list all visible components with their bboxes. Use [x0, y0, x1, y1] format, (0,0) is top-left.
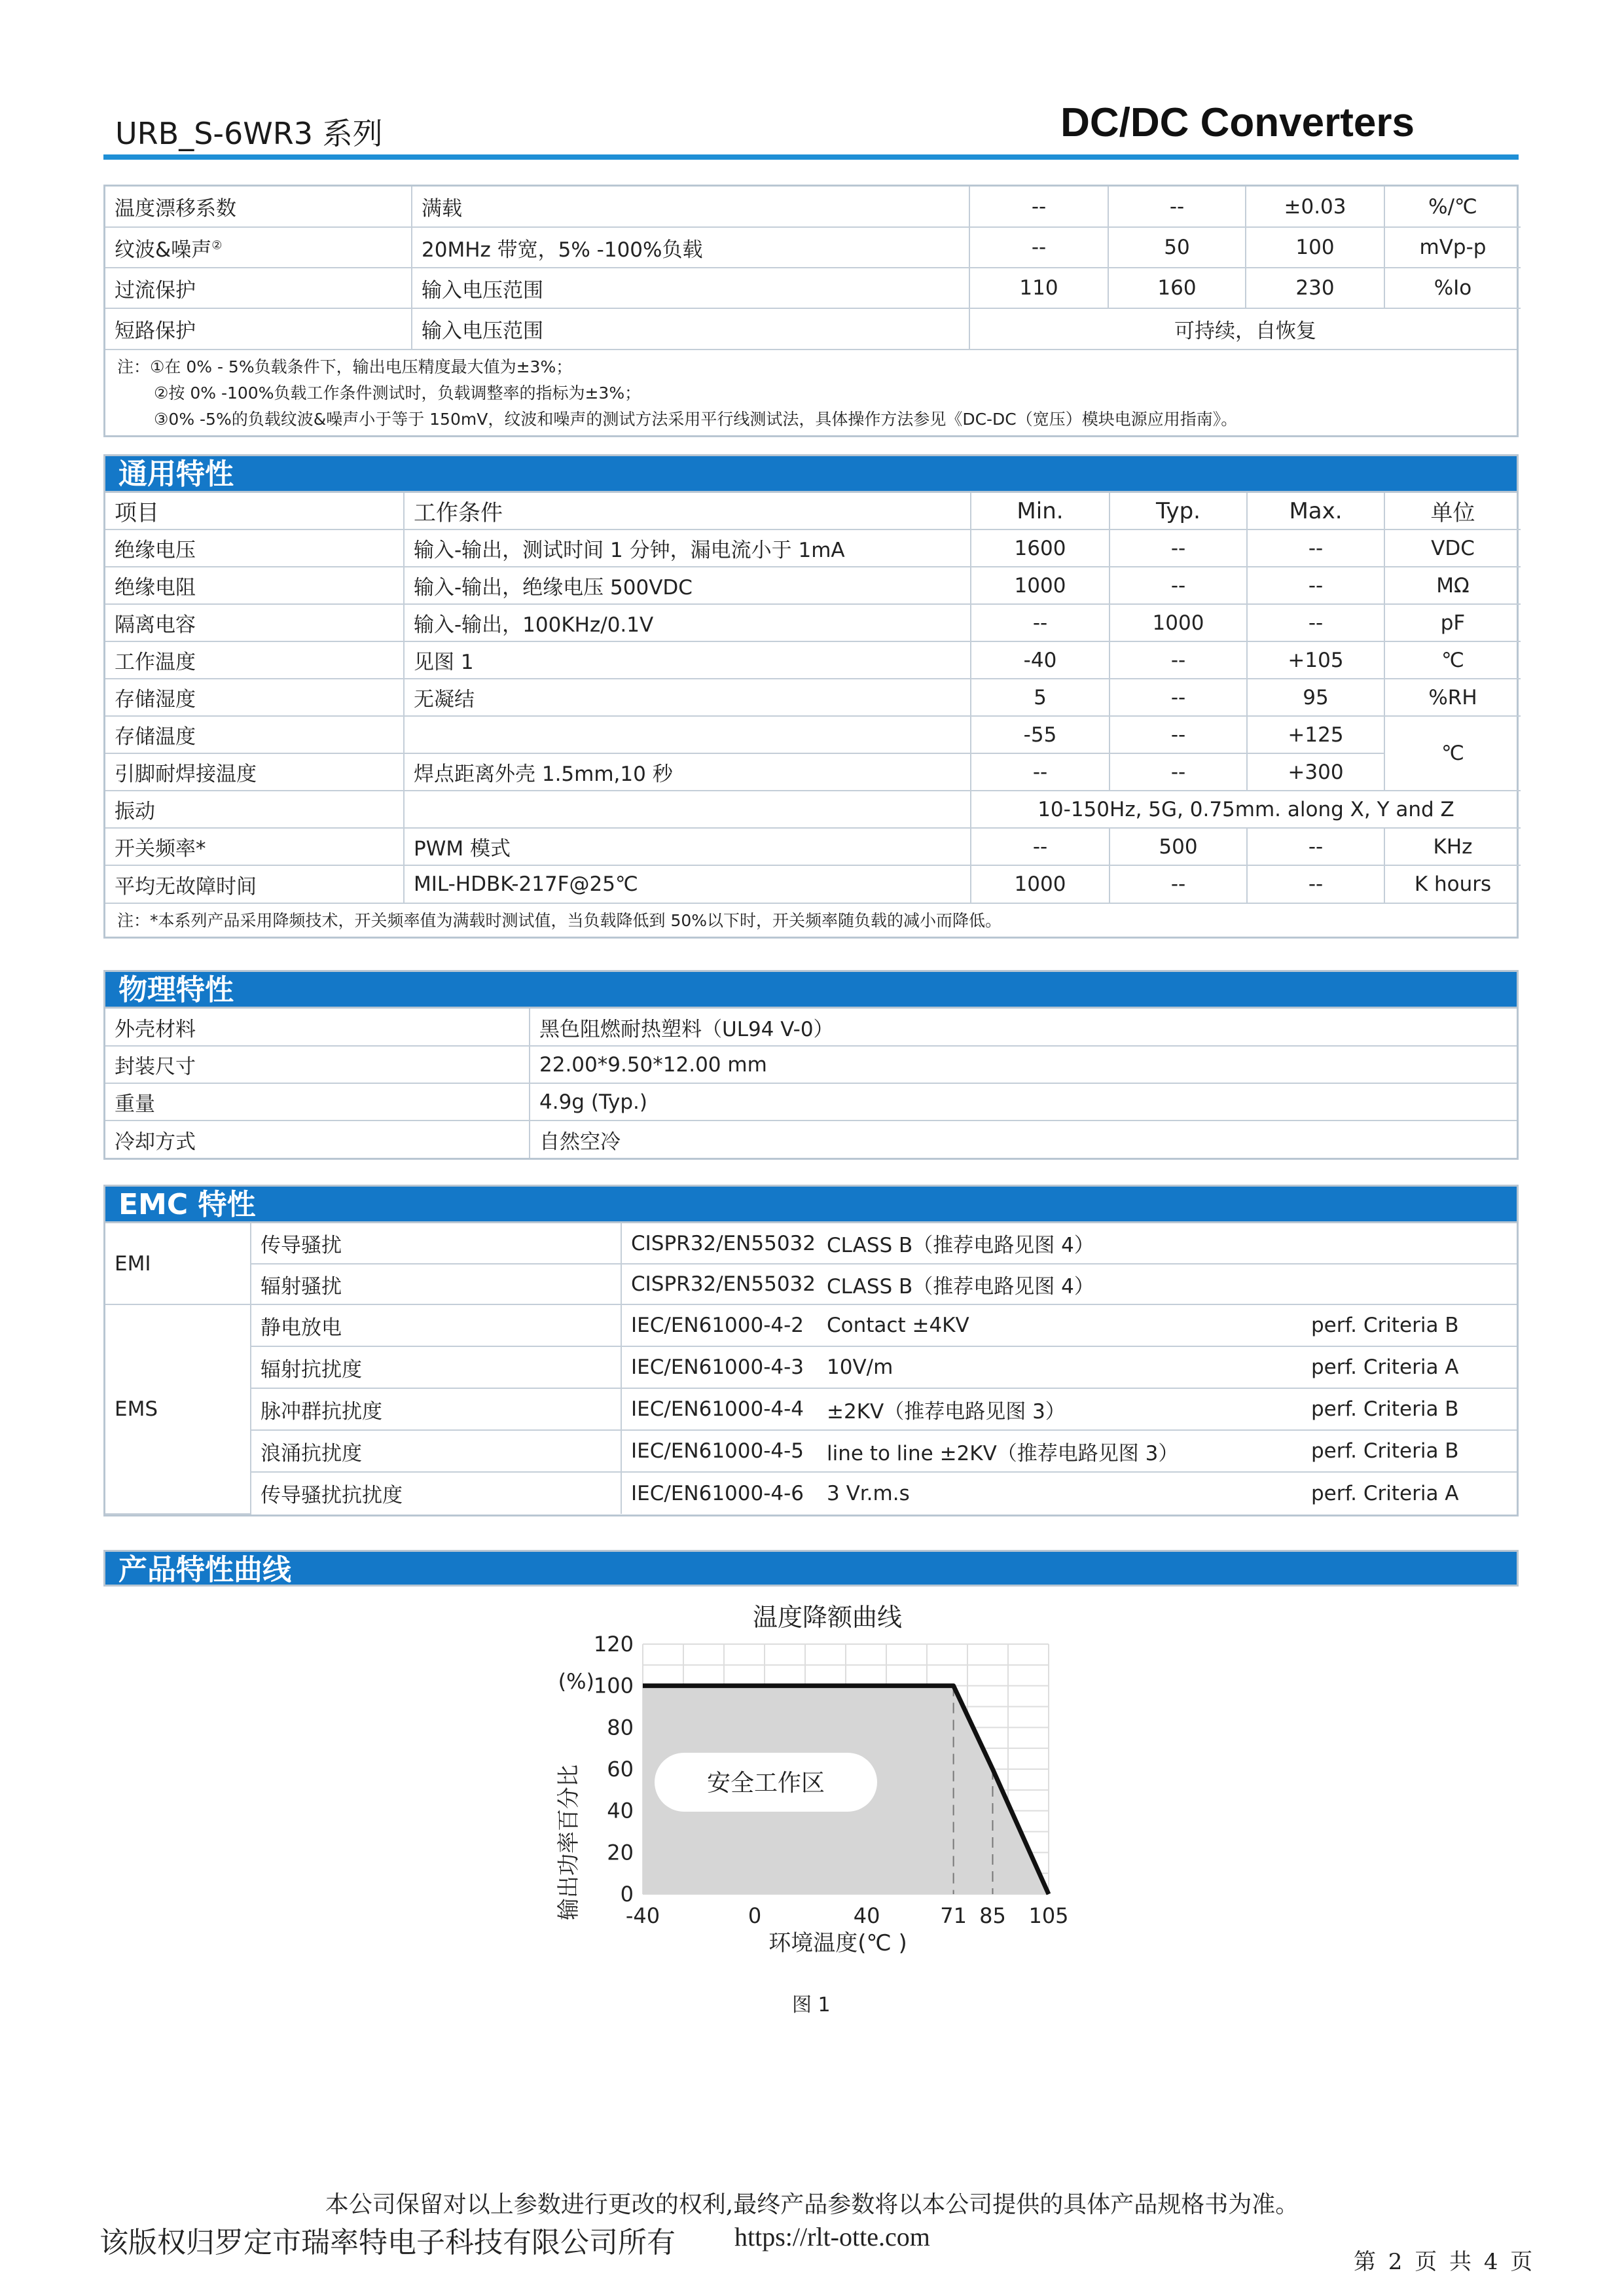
footnote-mark: ② [211, 238, 223, 253]
section-title: EMC 特性 [105, 1187, 1517, 1223]
x-tick-label: 105 [1028, 1903, 1069, 1928]
test-name-cell: 静电放电 [251, 1304, 621, 1346]
unit-cell: %RH [1384, 679, 1521, 716]
note-line: ②按 0% -100%负载工作条件测试时，负载调整率的指标为±3%； [154, 384, 641, 403]
table-row [105, 641, 1521, 679]
general-note: 注：*本系列产品采用降频技术，开关频率值为满载时测试值，当负载降低到 50%以下时，开关频率随负载的减小而降低。 [105, 903, 1517, 937]
header-rule [103, 154, 1519, 160]
max-cell: +300 [1247, 753, 1384, 791]
test-name-cell: 辐射抗扰度 [251, 1346, 621, 1388]
ems-label: EMS [105, 1304, 251, 1514]
y-axis-label: 输出功率百分比 [556, 1765, 582, 1920]
min-cell: -- [969, 187, 1108, 227]
typ-cell: 500 [1110, 828, 1247, 865]
table-row [105, 828, 1521, 865]
table-row [105, 308, 1521, 349]
unit-cell: %Io [1384, 268, 1521, 308]
y-tick-label: 60 [607, 1757, 634, 1782]
table-header-row [105, 493, 1521, 529]
criteria-cell: perf. Criteria A [1302, 1346, 1517, 1388]
figure-label: 图 1 [792, 1994, 831, 2017]
output-notes [105, 349, 1517, 435]
typ-cell: 1000 [1110, 604, 1247, 641]
item-cell: 重量 [105, 1083, 530, 1121]
max-cell: -- [1247, 567, 1384, 604]
test-name-cell: 辐射骚扰 [251, 1264, 621, 1304]
x-tick-label: 71 [940, 1903, 967, 1928]
item-cell: 隔离电容 [105, 604, 404, 641]
condition-cell: MIL-HDBK-217F@25℃ [404, 865, 971, 903]
y-tick-label: 20 [607, 1840, 634, 1865]
item-cell: 绝缘电压 [105, 529, 404, 567]
header-cell: 工作条件 [404, 493, 971, 529]
item-cell: 平均无故障时间 [105, 865, 404, 903]
merged-cell: 可持续，自恢复 [969, 308, 1521, 349]
x-tick-label: 0 [748, 1903, 762, 1928]
standard-cell: IEC/EN61000-4-6 [621, 1472, 818, 1514]
max-cell: +125 [1247, 716, 1384, 753]
standard-cell: CISPR32/EN55032 [621, 1264, 818, 1304]
chart-title: 温度降额曲线 [753, 1603, 903, 1632]
typ-cell: -- [1108, 187, 1246, 227]
typ-cell: -- [1110, 679, 1247, 716]
level-cell: CLASS B（推荐电路见图 4） [818, 1223, 1302, 1264]
physical-table [105, 1009, 1517, 1158]
level-cell: 3 Vr.m.s [818, 1472, 1302, 1514]
min-cell: 1000 [971, 567, 1110, 604]
item-cell: 绝缘电阻 [105, 567, 404, 604]
x-tick-label: -40 [625, 1903, 660, 1928]
criteria-cell: perf. Criteria A [1302, 1472, 1517, 1514]
derating-chart [537, 1623, 1087, 1990]
header-cell: 项目 [105, 493, 404, 529]
unit-cell: KHz [1384, 828, 1521, 865]
condition-cell: 输入电压范围 [412, 268, 969, 308]
emi-label: EMI [105, 1223, 251, 1304]
typ-cell: -- [1110, 641, 1247, 679]
value-cell: 22.00*9.50*12.00 mm [530, 1046, 1517, 1083]
table-row [105, 1388, 1517, 1430]
header-cell: 单位 [1384, 493, 1521, 529]
item-cell: 温度漂移系数 [105, 187, 412, 227]
item-cell: 冷却方式 [105, 1121, 530, 1158]
output-table [105, 187, 1521, 349]
safe-area-label: 安全工作区 [706, 1770, 825, 1797]
level-cell: line to line ±2KV（推荐电路见图 3） [818, 1430, 1302, 1472]
test-name-cell: 浪涌抗扰度 [251, 1430, 621, 1472]
item-cell: 短路保护 [105, 308, 412, 349]
max-cell: 230 [1246, 268, 1384, 308]
min-cell: 110 [969, 268, 1108, 308]
table-row [105, 529, 1521, 567]
section-title: 通用特性 [105, 456, 1517, 493]
table-row [105, 1009, 1517, 1046]
table-row [105, 791, 1521, 828]
table-row [105, 1264, 1517, 1304]
test-name-cell: 传导骚扰 [251, 1223, 621, 1264]
typ-cell: 160 [1108, 268, 1246, 308]
item-cell: 纹波&噪声② [105, 227, 412, 268]
condition-cell: 20MHz 带宽，5% -100%负载 [412, 227, 969, 268]
min-cell: -- [971, 604, 1110, 641]
document-title: DC/DC Converters [1060, 100, 1415, 145]
y-tick-label: 40 [607, 1798, 634, 1823]
criteria-cell [1302, 1264, 1517, 1304]
physical-section [103, 970, 1519, 1160]
max-cell: -- [1247, 828, 1384, 865]
condition-cell: 输入电压范围 [412, 308, 969, 349]
standard-cell: IEC/EN61000-4-3 [621, 1346, 818, 1388]
series-title: URB_S-6WR3 系列 [115, 116, 383, 151]
level-cell: ±2KV（推荐电路见图 3） [818, 1388, 1302, 1430]
min-cell: -55 [971, 716, 1110, 753]
standard-cell: IEC/EN61000-4-2 [621, 1304, 818, 1346]
merged-cell: 10-150Hz, 5G, 0.75mm. along X, Y and Z [971, 791, 1521, 828]
level-cell: Contact ±4KV [818, 1304, 1302, 1346]
curves-section [103, 1550, 1519, 1587]
test-name-cell: 传导骚扰抗扰度 [251, 1472, 621, 1514]
standard-cell: IEC/EN61000-4-4 [621, 1388, 818, 1430]
x-tick-label: 85 [979, 1903, 1006, 1928]
unit-cell: ℃ [1384, 716, 1521, 791]
y-tick-label: 100 [593, 1673, 634, 1698]
item-cell: 开关频率* [105, 828, 404, 865]
item-cell: 过流保护 [105, 268, 412, 308]
item-cell: 存储温度 [105, 716, 404, 753]
condition-cell [404, 791, 971, 828]
table-row [105, 567, 1521, 604]
level-cell: 10V/m [818, 1346, 1302, 1388]
item-cell: 封装尺寸 [105, 1046, 530, 1083]
min-cell: 1000 [971, 865, 1110, 903]
level-cell: CLASS B（推荐电路见图 4） [818, 1264, 1302, 1304]
item-cell: 引脚耐焊接温度 [105, 753, 404, 791]
unit-cell: MΩ [1384, 567, 1521, 604]
general-table [105, 493, 1521, 903]
table-row [105, 753, 1521, 791]
page-number: 第 2 页 共 4 页 [1354, 2249, 1536, 2275]
typ-cell: -- [1110, 753, 1247, 791]
condition-cell [404, 716, 971, 753]
min-cell: -- [971, 753, 1110, 791]
x-tick-label: 40 [853, 1903, 880, 1928]
min-cell: 5 [971, 679, 1110, 716]
header-cell: Typ. [1110, 493, 1247, 529]
note-line: 注：①在 0% - 5%负载条件下，输出电压精度最大值为±3%； [117, 357, 573, 376]
condition-cell: 输入-输出，100KHz/0.1V [404, 604, 971, 641]
max-cell: 100 [1246, 227, 1384, 268]
typ-cell: -- [1110, 529, 1247, 567]
unit-cell: %/℃ [1384, 187, 1521, 227]
max-cell: -- [1247, 529, 1384, 567]
table-row [105, 1046, 1517, 1083]
y-tick-label: 80 [607, 1715, 634, 1740]
table-row [105, 1083, 1517, 1121]
criteria-cell: perf. Criteria B [1302, 1430, 1517, 1472]
min-cell: 1600 [971, 529, 1110, 567]
item-cell: 工作温度 [105, 641, 404, 679]
emc-section [103, 1185, 1519, 1516]
criteria-cell: perf. Criteria B [1302, 1304, 1517, 1346]
max-cell: -- [1247, 604, 1384, 641]
table-row [105, 1223, 1517, 1264]
typ-cell: -- [1110, 716, 1247, 753]
condition-cell: 见图 1 [404, 641, 971, 679]
max-cell: ±0.03 [1246, 187, 1384, 227]
y-tick-label: 120 [593, 1632, 634, 1657]
header-cell: Max. [1247, 493, 1384, 529]
unit-cell: pF [1384, 604, 1521, 641]
unit-cell: K hours [1384, 865, 1521, 903]
general-section [103, 454, 1519, 939]
x-axis-label: 环境温度(℃ ) [768, 1930, 907, 1956]
unit-cell: ℃ [1384, 641, 1521, 679]
footer-copyright: 该版权归罗定市瑞率特电子科技有限公司所有 [99, 2226, 676, 2259]
max-cell: +105 [1247, 641, 1384, 679]
max-cell: 95 [1247, 679, 1384, 716]
table-row [105, 1121, 1517, 1158]
footer-disclaimer: 本公司保留对以上参数进行更改的权利,最终产品参数将以本公司提供的具体产品规格书为准。 [325, 2191, 1299, 2218]
min-cell: -40 [971, 641, 1110, 679]
y-tick-labels [594, 1632, 634, 1907]
max-cell: -- [1247, 865, 1384, 903]
section-title: 物理特性 [105, 972, 1517, 1009]
condition-cell: 满载 [412, 187, 969, 227]
table-row [105, 1304, 1517, 1346]
condition-cell: PWM 模式 [404, 828, 971, 865]
condition-cell: 输入-输出，测试时间 1 分钟，漏电流小于 1mA [404, 529, 971, 567]
table-row [105, 187, 1521, 227]
table-row [105, 865, 1521, 903]
table-row [105, 1472, 1517, 1514]
table-row [105, 227, 1521, 268]
unit-cell: VDC [1384, 529, 1521, 567]
test-name-cell: 脉冲群抗扰度 [251, 1388, 621, 1430]
item-cell: 振动 [105, 791, 404, 828]
section-title: 产品特性曲线 [103, 1550, 1519, 1587]
value-cell: 4.9g (Typ.) [530, 1083, 1517, 1121]
item-cell: 外壳材料 [105, 1009, 530, 1046]
standard-cell: CISPR32/EN55032 [621, 1223, 818, 1264]
emc-table [105, 1223, 1517, 1515]
condition-cell: 输入-输出，绝缘电压 500VDC [404, 567, 971, 604]
y-tick-label: 0 [620, 1882, 634, 1907]
table-row [105, 1430, 1517, 1472]
criteria-cell: perf. Criteria B [1302, 1388, 1517, 1430]
table-row [105, 716, 1521, 753]
condition-cell: 无凝结 [404, 679, 971, 716]
output-table-section [103, 185, 1519, 437]
y-unit-label: (%) [558, 1669, 594, 1694]
min-cell: -- [971, 828, 1110, 865]
typ-cell: -- [1110, 567, 1247, 604]
standard-cell: IEC/EN61000-4-5 [621, 1430, 818, 1472]
typ-cell: -- [1110, 865, 1247, 903]
note-line: ③0% -5%的负载纹波&噪声小于等于 150mV，纹波和噪声的测试方法采用平行线测试法，具体操作方法参见《DC-DC（宽压）模块电源应用指南》。 [154, 410, 1238, 429]
table-row [105, 1346, 1517, 1388]
min-cell: -- [969, 227, 1108, 268]
typ-cell: 50 [1108, 227, 1246, 268]
header-cell: Min. [971, 493, 1110, 529]
item-cell: 存储湿度 [105, 679, 404, 716]
table-row [105, 679, 1521, 716]
criteria-cell [1302, 1223, 1517, 1264]
table-row [105, 604, 1521, 641]
value-cell: 自然空冷 [530, 1121, 1517, 1158]
unit-cell: mVp-p [1384, 227, 1521, 268]
condition-cell: 焊点距离外壳 1.5mm,10 秒 [404, 753, 971, 791]
footer-url[interactable]: https://rlt-otte.com [734, 2222, 930, 2251]
value-cell: 黑色阻燃耐热塑料（UL94 V-0） [530, 1009, 1517, 1046]
x-tick-labels [626, 1903, 1069, 1928]
table-row [105, 268, 1521, 308]
